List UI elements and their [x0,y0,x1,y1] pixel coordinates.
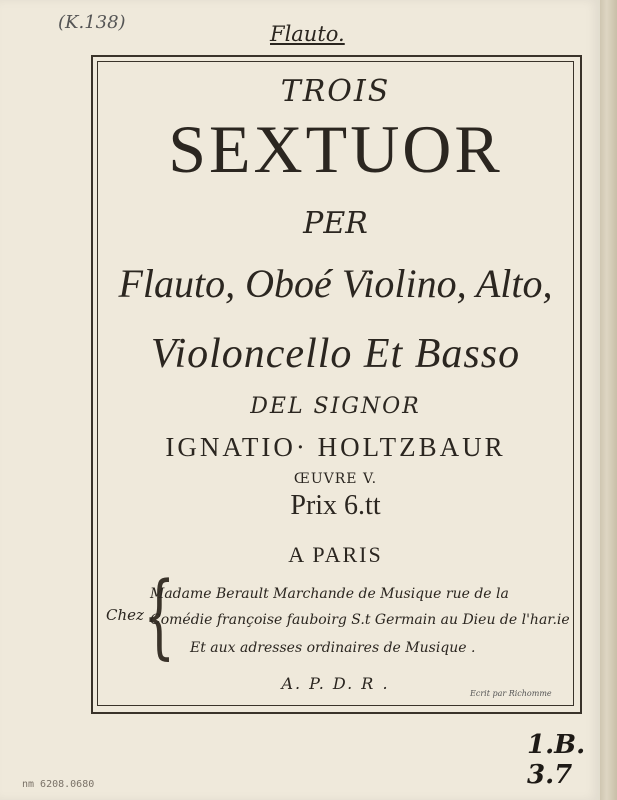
opus-number: ŒUVRE V. [293,471,378,487]
chez-label: Chez [106,606,144,624]
part-name: Flauto. [270,22,345,46]
composer-name: IGNATIO· HOLTZBAUR [165,432,506,462]
shelf-mark: (K.138) [58,12,126,33]
title-trois: TROIS [280,74,391,109]
brace-icon: { [143,562,176,669]
privilege-mark: A. P. D. R . [281,674,390,693]
address-line-1: Madame Berault Marchande de Musique rue de la [150,586,509,602]
engraver-credit: Ecrit par Richomme [470,689,552,698]
address-line-2: Comédie françoise fauboirg S.t Germain au Dieu de l'har.ie [150,612,570,628]
price: Prix 6.tt [290,490,381,521]
address-line-3: Et aux adresses ordinaires de Musique . [190,640,476,656]
shelf-number: 1.B. 3.7 [527,730,586,790]
del-signor: DEL SIGNOR [250,394,421,419]
library-stamp: nm 6208.0680 [22,779,95,790]
title-per: PER [303,206,368,241]
publisher-city: A PARIS [288,542,383,567]
title-sextuor: SEXTUOR [168,111,503,187]
instruments-line-2: Violoncello Et Basso [150,331,521,377]
page-edge [600,0,617,800]
instruments-line-1: Flauto, Oboé Violino, Alto, [118,261,553,306]
